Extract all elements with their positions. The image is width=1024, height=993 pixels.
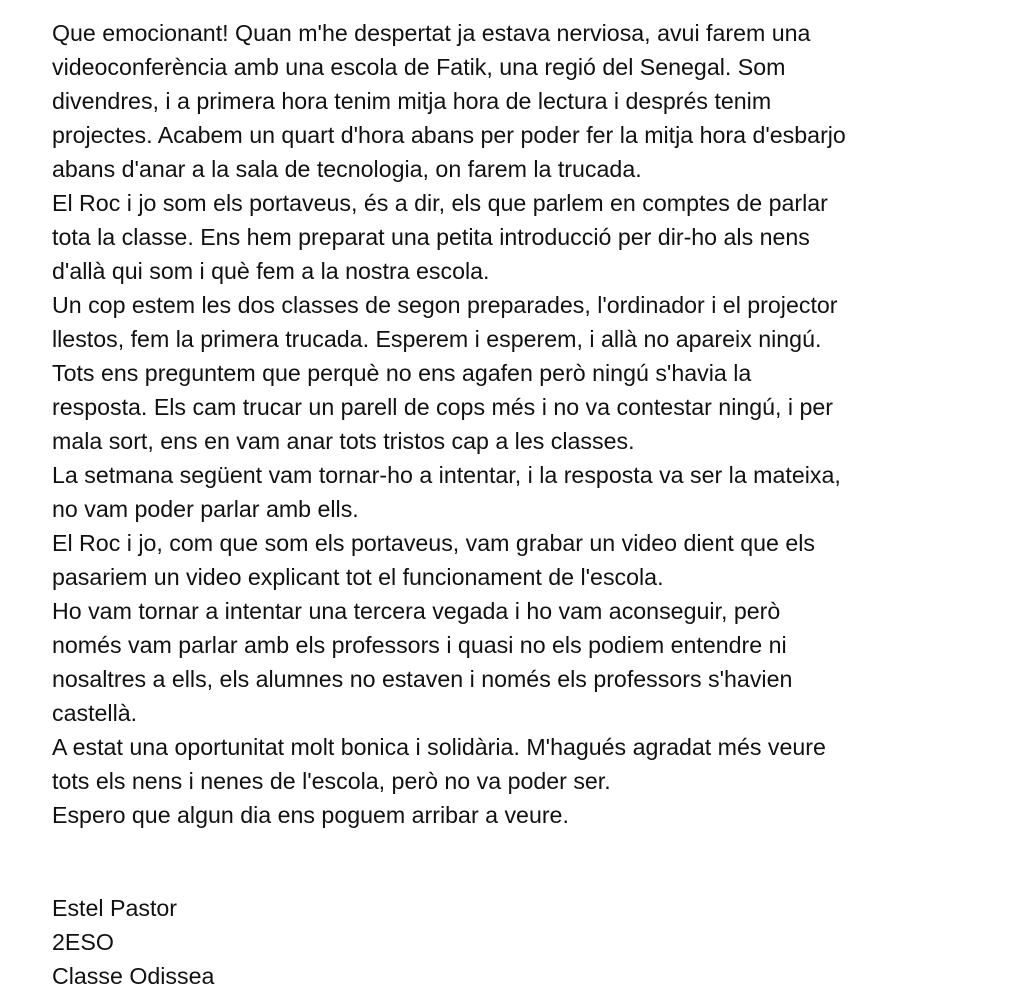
author-name: Estel Pastor [52,895,178,921]
paragraph [52,458,1012,526]
document-body [52,16,1012,832]
paragraph [52,288,1012,458]
text-line: tots els nens i nenes de l'escola, però no va poder ser. [52,768,611,794]
text-line: Tots ens preguntem que perquè no ens agafen però ningú s'havia la [52,360,752,386]
text-line: resposta. Els cam trucar un parell de cops més i no va contestar ningú, i per [52,394,834,420]
text-line: Un cop estem les dos classes de segon preparades, l'ordinador i el projector [52,292,838,318]
text-line: castellà. [52,700,138,726]
paragraph [52,594,1012,730]
text-line: videoconferència amb una escola de Fatik, una regió del Senegal. Som [52,54,786,80]
paragraph [52,798,1012,832]
text-line: Ho vam tornar a intentar una tercera vegada i ho vam aconseguir, però [52,598,781,624]
text-line: divendres, i a primera hora tenim mitja hora de lectura i després tenim [52,88,772,114]
text-line: pasariem un video explicant tot el funcionament de l'escola. [52,564,664,590]
text-line: nosaltres a ells, els alumnes no estaven i només els professors s'havien [52,666,793,692]
text-line: tota la classe. Ens hem preparat una petita introducció per dir-ho als nens [52,224,810,250]
text-line: Espero que algun dia ens poguem arribar a veure. [52,802,569,828]
text-line: Que emocionant! Quan m'he despertat ja estava nerviosa, avui farem una [52,20,811,46]
text-line: El Roc i jo, com que som els portaveus, vam grabar un video dient que els [52,530,816,556]
text-line: no vam poder parlar amb ells. [52,496,359,522]
text-line: projectes. Acabem un quart d'hora abans per poder fer la mitja hora d'esbarjo [52,122,846,148]
paragraph [52,16,1012,186]
text-line: El Roc i jo som els portaveus, és a dir, els que parlem en comptes de parlar [52,190,828,216]
author-grade: 2ESO [52,929,114,955]
text-line: A estat una oportunitat molt bonica i solidària. M'hagués agradat més veure [52,734,826,760]
author-class: Classe Odissea [52,963,215,989]
text-line: llestos, fem la primera trucada. Esperem i esperem, i allà no apareix ningú. [52,326,822,352]
text-line: només vam parlar amb els professors i quasi no els podiem entendre ni [52,632,787,658]
paragraph [52,730,1012,798]
paragraph [52,186,1012,288]
text-line: La setmana següent vam tornar-ho a intentar, i la resposta va ser la mateixa, [52,462,841,488]
signature-block [52,891,214,993]
text-line: abans d'anar a la sala de tecnologia, on farem la trucada. [52,156,642,182]
text-line: d'allà qui som i què fem a la nostra escola. [52,258,490,284]
paragraph [52,526,1012,594]
text-line: mala sort, ens en vam anar tots tristos cap a les classes. [52,428,635,454]
